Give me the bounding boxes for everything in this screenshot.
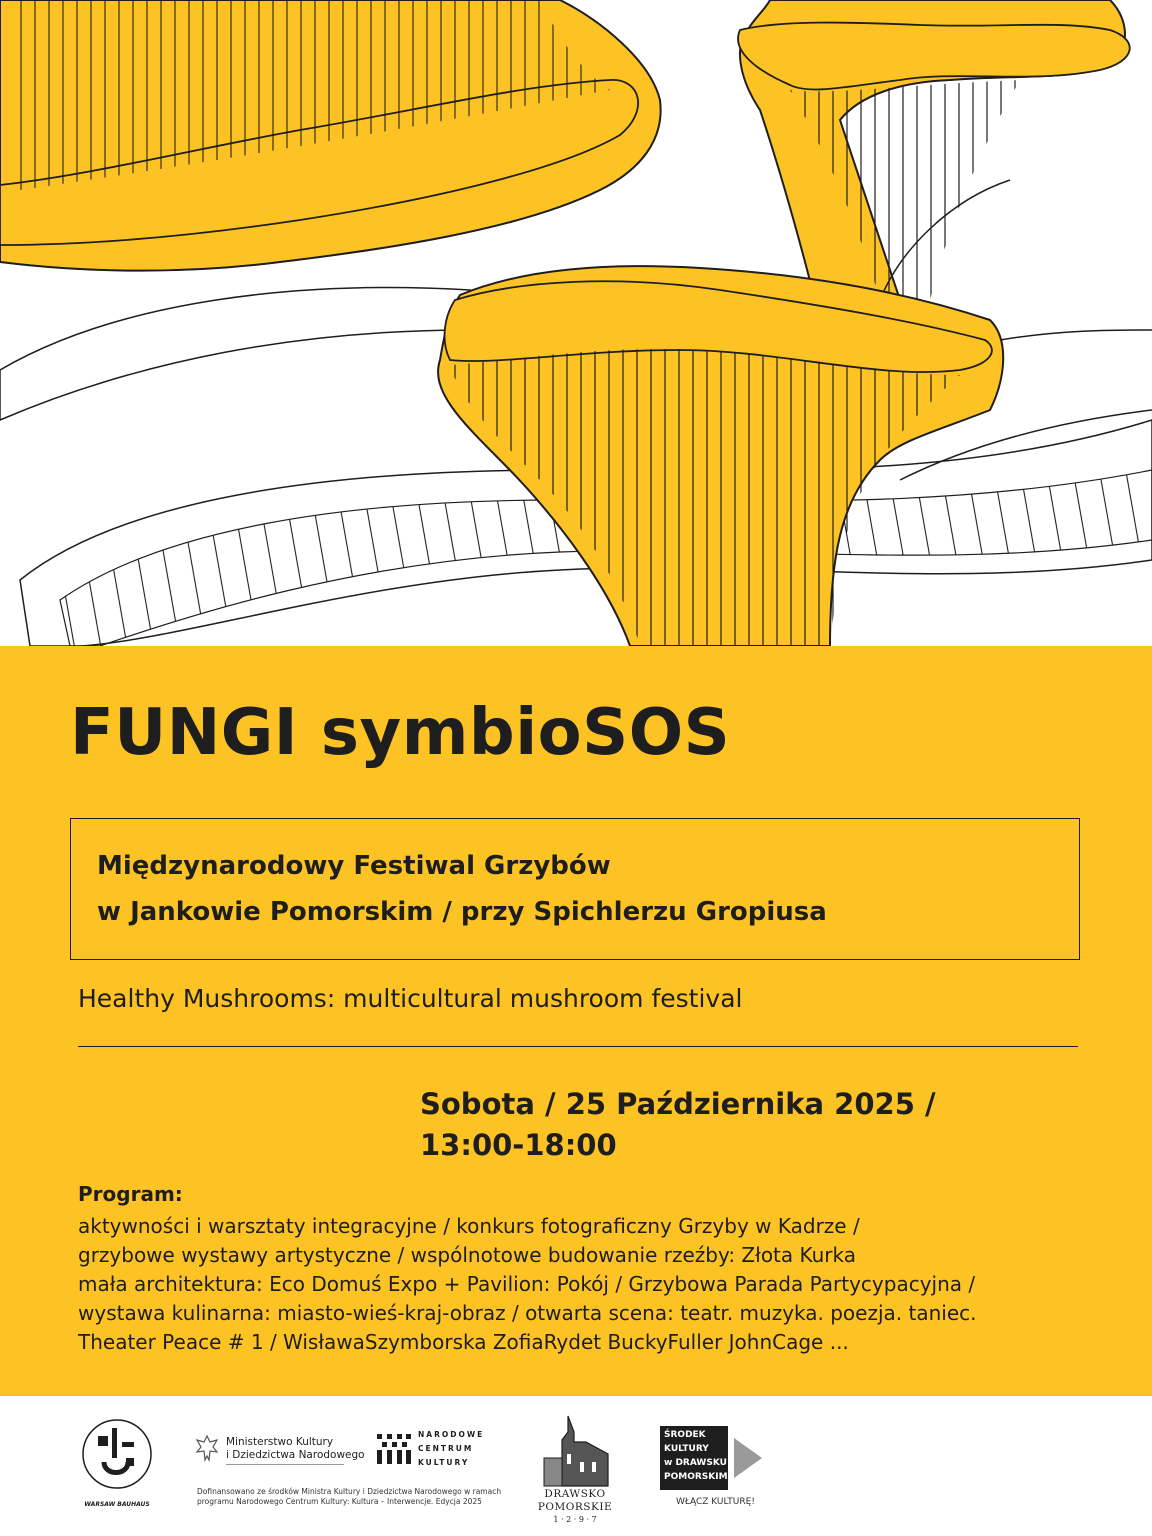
- okdp-tagline: WŁĄCZ KULTURĘ!: [676, 1497, 755, 1507]
- event-date: [420, 1084, 936, 1166]
- chanterelle-top-left: [0, 0, 661, 271]
- program-line: wystawa kulinarna: miasto-wieś-kraj-obraz / otwarta scena: teatr. muzyka. poezja. taniec.: [78, 1301, 977, 1325]
- divider: [78, 1046, 1078, 1047]
- nck-logo-icon: [377, 1434, 411, 1464]
- chanterelle-top-right: [738, 0, 1130, 320]
- okdp-line2: KULTURY: [664, 1444, 709, 1454]
- sponsor-footer: [0, 1396, 1152, 1536]
- okdp-line3: w DRAWSKU: [664, 1458, 727, 1468]
- program-heading: Program:: [78, 1182, 183, 1206]
- ministry-name-line2: i Dziedzictwa Narodowego: [226, 1449, 365, 1461]
- event-time: 13:00-18:00: [420, 1128, 617, 1162]
- program-line: grzybowe wystawy artystyczne / wspólnotowe budowanie rzeźby: Złota Kurka: [78, 1243, 857, 1267]
- warsaw-bauhaus-label: WARSAW BAUHAUS: [84, 1501, 150, 1508]
- ministry-name-line1: Ministerstwo Kultury: [226, 1436, 334, 1448]
- nck-line3: KULTURY: [418, 1458, 470, 1467]
- okdp-line1: ŚRODEK: [664, 1430, 706, 1440]
- program-line: aktywności i warsztaty integracyjne / konkurs fotograficzny Grzyby w Kadrze /: [78, 1214, 860, 1238]
- program-list: [78, 1212, 976, 1357]
- program-line: Theater Peace # 1 / WisławaSzymborska ZofiaRydet BuckyFuller JohnCage ...: [78, 1330, 849, 1354]
- festival-name-line1: Międzynarodowy Festiwal Grzybów: [97, 851, 611, 881]
- program-line: mała architektura: Eco Domuś Expo + Pavilion: Pokój / Grzybowa Parada Partycypacyjna /: [78, 1272, 976, 1296]
- drawsko-year: 1 · 2 · 9 · 7: [553, 1515, 597, 1524]
- chanterelle-center: [438, 266, 1003, 646]
- drawsko-label-line1: DRAWSKO: [544, 1488, 606, 1500]
- festival-title: FUNGI symbioSOS: [70, 696, 731, 770]
- drawsko-church-icon: [540, 1414, 610, 1488]
- funding-note: [197, 1487, 501, 1507]
- event-date-line1: Sobota / 25 Października 2025 /: [420, 1087, 936, 1121]
- festival-name-line2: w Jankowie Pomorskim / przy Spichlerzu Gropiusa: [97, 897, 827, 927]
- festival-subtitle: Healthy Mushrooms: multicultural mushroom festival: [78, 984, 743, 1013]
- play-arrow-icon: [734, 1438, 762, 1478]
- warsaw-bauhaus-logo: [80, 1414, 154, 1514]
- funding-note-line1: Dofinansowano ze środków Ministra Kultury i Dziedzictwa Narodowego w ramach: [197, 1487, 502, 1496]
- okdp-line4: POMORSKIM: [664, 1472, 728, 1482]
- funding-note-line2: programu Narodowego Centrum Kultury: Kultura – Interwencje. Edycja 2025: [197, 1497, 482, 1506]
- nck-line2: CENTRUM: [418, 1444, 474, 1453]
- ministry-underline: [226, 1464, 344, 1465]
- info-panel: [0, 646, 1152, 1396]
- ministry-eagle-icon: [195, 1434, 219, 1464]
- festival-name-box: [70, 818, 1080, 960]
- drawsko-label-line2: POMORSKIE: [537, 1501, 613, 1513]
- mushroom-illustration: [0, 0, 1152, 646]
- okdp-logo: [660, 1426, 728, 1490]
- nck-line1: NARODOWE: [418, 1430, 485, 1439]
